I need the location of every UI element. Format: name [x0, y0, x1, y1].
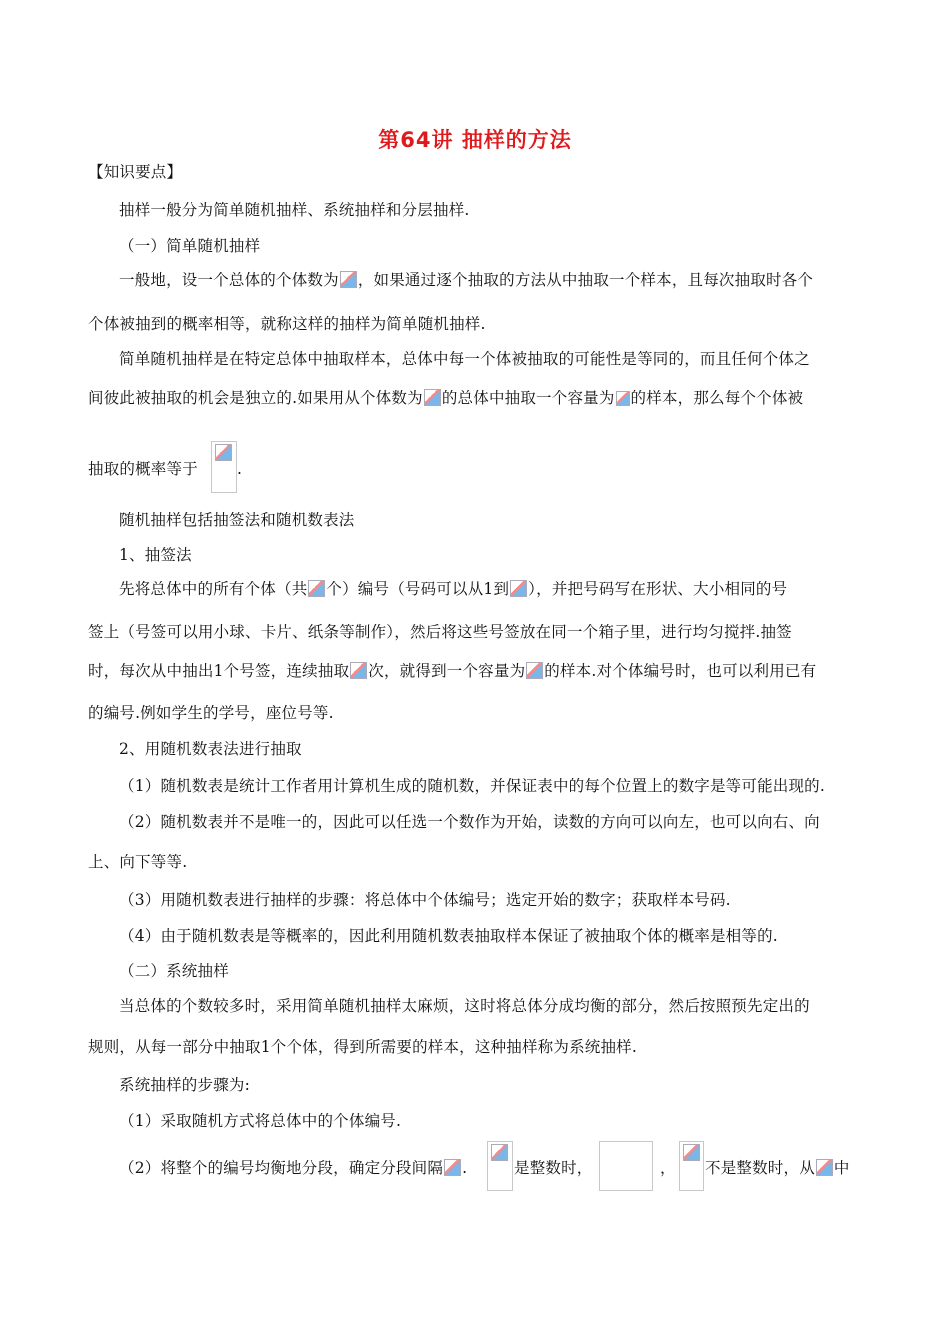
- paragraph-line: 先将总体中的所有个体（共 个）编号（号码可以从1到 ），并把号码写在形状、大小相同的号: [119, 580, 788, 598]
- paragraph-line: 简单随机抽样是在特定总体中抽取样本，总体中每一个体被抽取的可能性是等同的，而且任何个体之: [119, 350, 810, 368]
- paragraph-line: （2）随机数表并不是唯一的，因此可以任选一个数作为开始，读数的方向可以向左，也可以向右、向: [119, 813, 820, 831]
- paragraph-line: （1）随机数表是统计工作者用计算机生成的随机数，并保证表中的每个位置上的数字是等可能出现的.: [119, 777, 825, 795]
- paragraph-line: ，: [660, 1159, 676, 1177]
- paragraph-line: 抽取的概率等于: [88, 460, 198, 478]
- paragraph-line: （3）用随机数表进行抽样的步骤：将总体中个体编号；选定开始的数字；获取样本号码.: [119, 891, 731, 909]
- paragraph-line: 不是整数时，从 中: [705, 1159, 850, 1177]
- subsection-heading: 1、抽签法: [119, 546, 192, 564]
- formula-image: [599, 1141, 653, 1191]
- fraction-image: [487, 1141, 513, 1191]
- paragraph-line: （4）由于随机数表是等概率的，因此利用随机数表抽取样本保证了被抽取个体的概率是相等的.: [119, 927, 778, 945]
- paragraph-line: 签上（号签可以用小球、卡片、纸条等制作），然后将这些号签放在同一个箱子里，进行均匀搅拌.抽签: [88, 623, 792, 641]
- subsection-heading: （二）系统抽样: [119, 962, 229, 980]
- paragraph-line: 上、向下等等.: [88, 853, 188, 871]
- formula-image-icon: [215, 444, 232, 461]
- paragraph-line: 当总体的个数较多时，采用简单随机抽样太麻烦，这时将总体分成均衡的部分，然后按照预先定出的: [119, 997, 810, 1015]
- paragraph-line: 抽样一般分为简单随机抽样、系统抽样和分层抽样.: [119, 201, 470, 219]
- paragraph-line: 规则，从每一部分中抽取1个个体，得到所需要的样本，这种抽样称为系统抽样.: [88, 1038, 637, 1056]
- formula-image-icon: [616, 391, 630, 406]
- paragraph-line: 是整数时，: [514, 1159, 593, 1177]
- subsection-heading: （一）简单随机抽样: [119, 237, 261, 255]
- fraction-image: [679, 1141, 704, 1191]
- paragraph-line: .: [237, 460, 243, 478]
- formula-image-icon: [424, 389, 441, 406]
- paragraph-line: 的编号.例如学生的学号，座位号等.: [88, 704, 334, 722]
- formula-image-icon: [683, 1144, 700, 1161]
- paragraph-line: 个体被抽到的概率相等，就称这样的抽样为简单随机抽样.: [88, 315, 486, 333]
- subsection-heading: 2、用随机数表法进行抽取: [119, 740, 302, 758]
- formula-image-icon: [340, 271, 357, 288]
- formula-image-icon: [350, 662, 367, 679]
- paragraph-line: 系统抽样的步骤为:: [119, 1076, 251, 1094]
- formula-image-icon: [491, 1144, 508, 1161]
- formula-image-icon: [526, 662, 543, 679]
- section-heading: 【知识要点】: [88, 163, 183, 181]
- paragraph-line: （2）将整个的编号均衡地分段，确定分段间隔 .: [119, 1159, 468, 1177]
- paragraph-line: 一般地，设一个总体的个体数为 ，如果通过逐个抽取的方法从中抽取一个样本，且每次抽取时各个: [119, 271, 814, 289]
- page-title: 第64讲 抽样的方法: [378, 128, 572, 152]
- formula-image-icon: [444, 1159, 461, 1176]
- paragraph-line: 随机抽样包括抽签法和随机数表法: [119, 511, 355, 529]
- fraction-image: [211, 441, 237, 493]
- paragraph-line: 间彼此被抽取的机会是独立的.如果用从个体数为 的总体中抽取一个容量为 的样本，那么每个个体被: [88, 389, 804, 407]
- paragraph-line: （1）采取随机方式将总体中的个体编号.: [119, 1112, 402, 1130]
- formula-image-icon: [510, 580, 527, 597]
- formula-image-icon: [816, 1159, 833, 1176]
- formula-image-icon: [308, 580, 325, 597]
- paragraph-line: 时，每次从中抽出1个号签，连续抽取 次，就得到一个容量为 的样本.对个体编号时，也可以利用已有: [88, 662, 817, 680]
